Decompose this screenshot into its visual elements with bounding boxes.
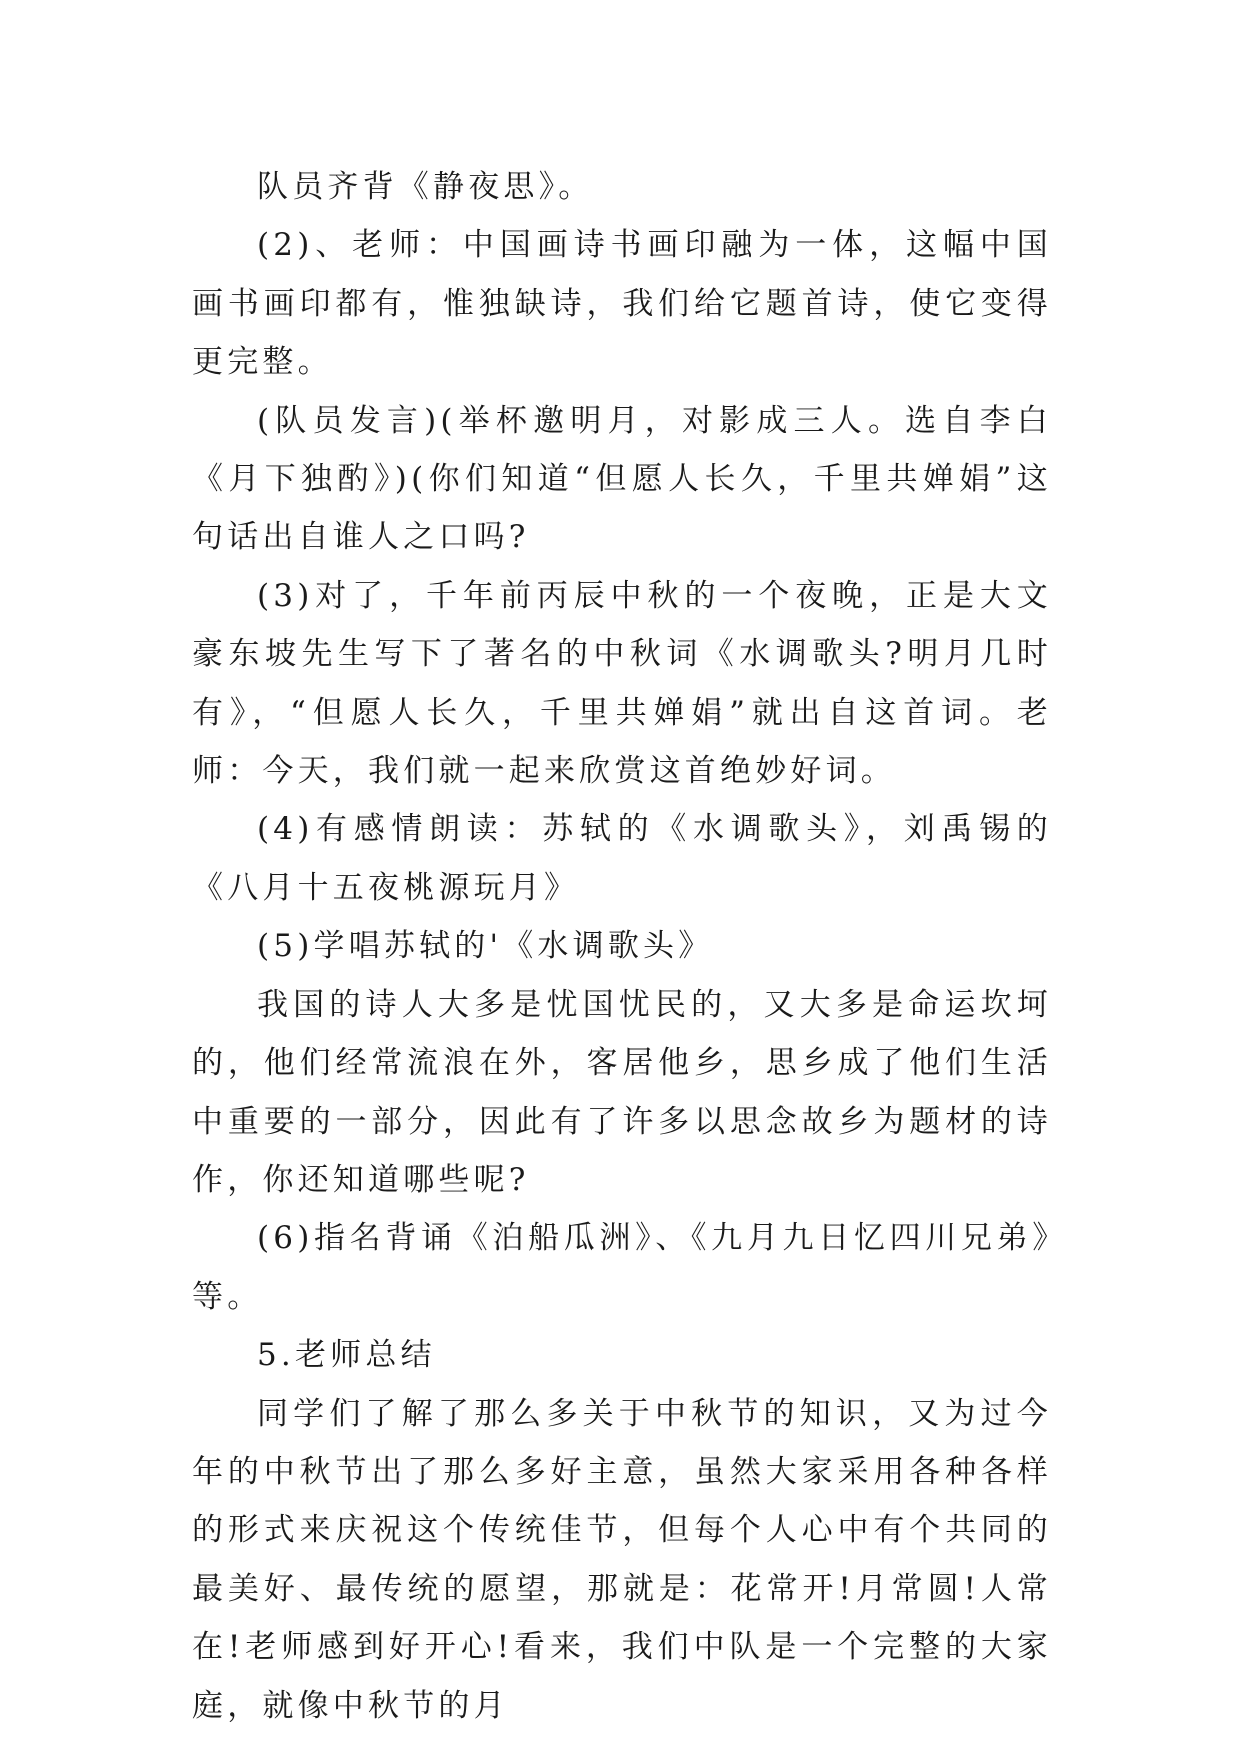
section-heading: 5.老师总结: [257, 1337, 436, 1374]
paragraph: (3)对了，千年前丙辰中秋的一个夜晚，正是大文豪东坡先生写下了著名的中秋词《水调歌头?明月几时有》，“但愿人长久，千里共婵娟”就出自这首词。老师：今天，我们就一起来欣赏这首绝妙好词。: [192, 577, 1052, 790]
paragraph: (2)、老师：中国画诗书画印融为一体，这幅中国画书画印都有，惟独缺诗，我们给它题首诗，使它变得更完整。: [192, 227, 1052, 381]
paragraph: (队员发言)(举杯邀明月，对影成三人。选自李白《月下独酌》)(你们知道“但愿人长久，千里共婵娟”这句话出自谁人之口吗?: [192, 402, 1052, 556]
paragraph: (6)指名背诵《泊船瓜洲》、《九月九日忆四川兄弟》等。: [192, 1220, 1052, 1315]
document-body: [192, 158, 1052, 1735]
paragraph: 队员齐背《静夜思》。: [257, 169, 594, 205]
paragraph: (5)学唱苏轼的'《水调歌头》: [257, 928, 714, 965]
paragraph: 同学们了解了那么多关于中秋节的知识，又为过今年的中秋节出了那么多好主意，虽然大家采用各种各样的形式来庆祝这个传统佳节，但每个人心中有个共同的最美好、最传统的愿望，那就是：花常开!月常圆!人常在!老师感到好开心!看来，我们中队是一个完整的大家庭，就像中秋节的月: [192, 1395, 1052, 1724]
paragraph: 我国的诗人大多是忧国忧民的，又大多是命运坎坷的，他们经常流浪在外，客居他乡，思乡成了他们生活中重要的一部分，因此有了许多以思念故乡为题材的诗作，你还知道哪些呢?: [192, 986, 1052, 1198]
paragraph: (4)有感情朗读：苏轼的《水调歌头》，刘禹锡的《八月十五夜桃源玩月》: [192, 811, 1052, 906]
